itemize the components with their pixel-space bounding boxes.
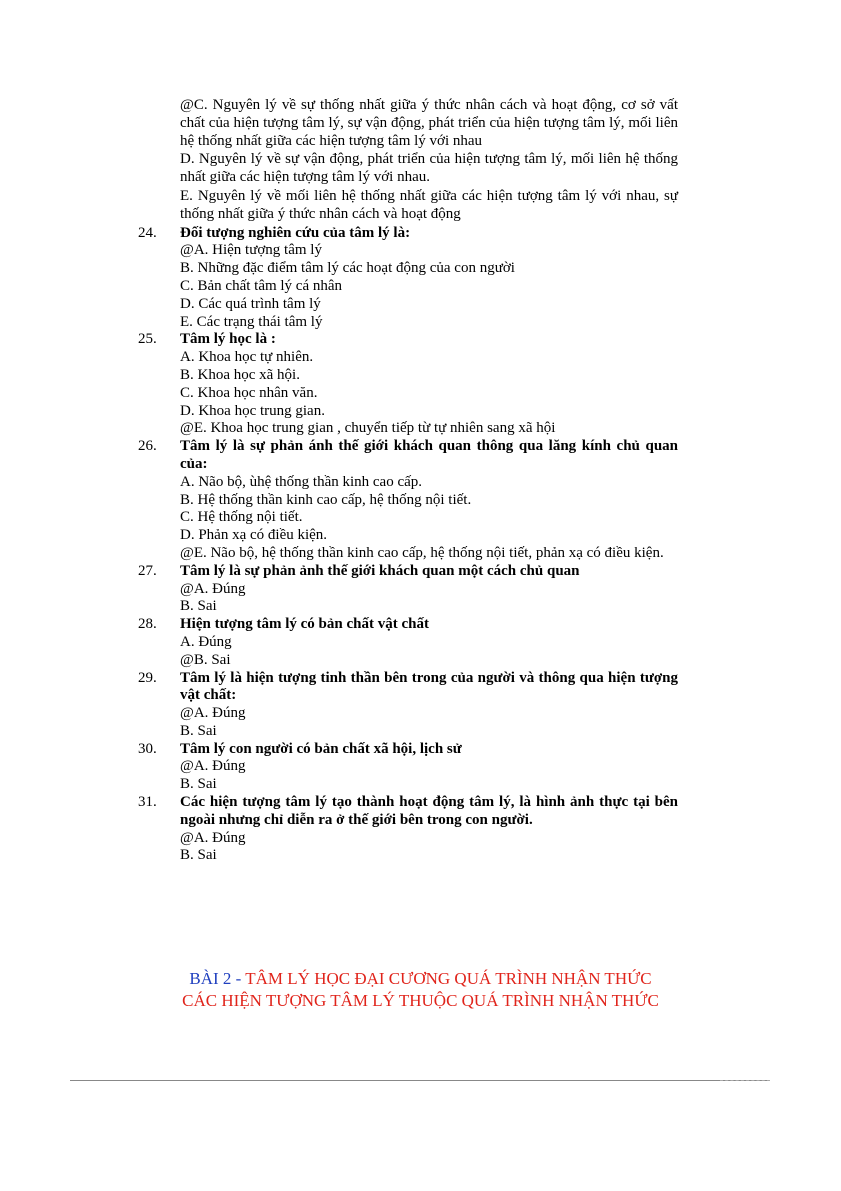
section-prefix: BÀI 2 -: [189, 969, 246, 988]
question-text: Tâm lý học là :: [180, 331, 276, 348]
question-item: [138, 670, 678, 741]
document-body: [138, 97, 678, 865]
question-number: 31.: [138, 794, 157, 811]
answer-option: B. Hệ thống thần kinh cao cấp, hệ thống nội tiết.: [180, 491, 472, 508]
answer-option: @A. Đúng: [180, 580, 246, 597]
answer-option: D. Phản xạ có điều kiện.: [180, 527, 328, 544]
answer-option: A. Não bộ, ùhệ thống thần kinh cao cấp.: [180, 473, 423, 490]
answer-option: A. Khoa học tự nhiên.: [180, 349, 314, 366]
question-number: 28.: [138, 616, 157, 633]
question-text: Đối tượng nghiên cứu của tâm lý là:: [180, 224, 411, 241]
answer-option: A. Đúng: [180, 633, 232, 650]
continuation-option-c: @C. Nguyên lý về sự thống nhất giữa ý thức nhân cách và hoạt động, cơ sở vất chất của hiện tượng tâm lý, sự vận động, phát triển của hiện tượng tâm lý, mối liên hệ thống nhất giữa các hiện tượng tâm lý với nhau: [180, 97, 678, 149]
answer-option: E. Các trạng thái tâm lý: [180, 313, 323, 330]
answer-option: B. Sai: [180, 598, 217, 615]
question-number: 26.: [138, 438, 157, 455]
question-text: Tâm lý là sự phản ảnh thế giới khách quan một cách chủ quan: [180, 562, 580, 579]
question-text: Các hiện tượng tâm lý tạo thành hoạt động tâm lý, là hình ảnh thực tại bên ngoài nhưng chỉ diễn ra ở thế giới bên trong con người.: [180, 794, 678, 828]
answer-option: @A. Đúng: [180, 829, 246, 846]
answer-option: @A. Đúng: [180, 758, 246, 775]
answer-option: C. Bản chất tâm lý cá nhân: [180, 277, 343, 294]
answer-option: B. Sai: [180, 776, 217, 793]
continuation-option-d: D. Nguyên lý về sự vận động, phát triển của hiện tượng tâm lý, mối liên hệ thống nhất giữa các hiện tượng tâm lý với nhau.: [180, 151, 678, 186]
answer-option: C. Khoa học nhân văn.: [180, 384, 318, 401]
question-item: [138, 794, 678, 865]
answer-option: C. Hệ thống nội tiết.: [180, 509, 303, 526]
question-number: 27.: [138, 562, 157, 579]
question-number: 29.: [138, 669, 157, 686]
answer-option: D. Các quá trình tâm lý: [180, 295, 321, 312]
answer-option: @E. Khoa học trung gian , chuyển tiếp từ tự nhiên sang xã hội: [180, 420, 556, 437]
answer-option: @B. Sai: [180, 651, 231, 668]
footer-divider: [70, 1080, 770, 1081]
section-title: TÂM LÝ HỌC ĐẠI CƯƠNG QUÁ TRÌNH NHẬN THỨC: [245, 969, 652, 988]
answer-option: D. Khoa học trung gian.: [180, 402, 325, 419]
question-number: 24.: [138, 224, 157, 241]
footer-divider-dash: [720, 1080, 770, 1082]
answer-option: B. Sai: [180, 722, 217, 739]
answer-option: @E. Não bộ, hệ thống thần kinh cao cấp, hệ thống nội tiết, phản xạ có điều kiện.: [180, 544, 664, 561]
section-heading: [0, 968, 841, 1012]
answer-option: B. Sai: [180, 847, 217, 864]
question-text: Tâm lý con người có bản chất xã hội, lịch sử: [180, 740, 462, 757]
question-list: [138, 225, 678, 866]
question-item: [138, 331, 678, 438]
question-item: [138, 563, 678, 616]
question-item: [138, 616, 678, 669]
question-number: 30.: [138, 740, 157, 757]
answer-option: @A. Đúng: [180, 705, 246, 722]
section-subtitle: CÁC HIỆN TƯỢNG TÂM LÝ THUỘC QUÁ TRÌNH NHẬN THỨC: [182, 991, 659, 1010]
question-item: [138, 741, 678, 794]
answer-option: B. Những đặc điểm tâm lý các hoạt động của con người: [180, 260, 515, 277]
question-item: [138, 438, 678, 563]
question-text: Hiện tượng tâm lý có bản chất vật chất: [180, 616, 429, 633]
question-item: [138, 225, 678, 332]
answer-option: @A. Hiện tượng tâm lý: [180, 242, 322, 259]
question-text: Tâm lý là hiện tượng tinh thần bên trong của người và thông qua hiện tượng vật chất:: [180, 669, 678, 704]
question-number: 25.: [138, 331, 157, 348]
answer-option: B. Khoa học xã hội.: [180, 366, 300, 383]
question-text: Tâm lý là sự phản ánh thế giới khách quan thông qua lăng kính chủ quan của:: [180, 438, 678, 472]
continuation-option-e: E. Nguyên lý về mối liên hệ thống nhất giữa các hiện tượng tâm lý với nhau, sự thống nhất giữa ý thức nhân cách và hoạt động: [180, 187, 678, 222]
